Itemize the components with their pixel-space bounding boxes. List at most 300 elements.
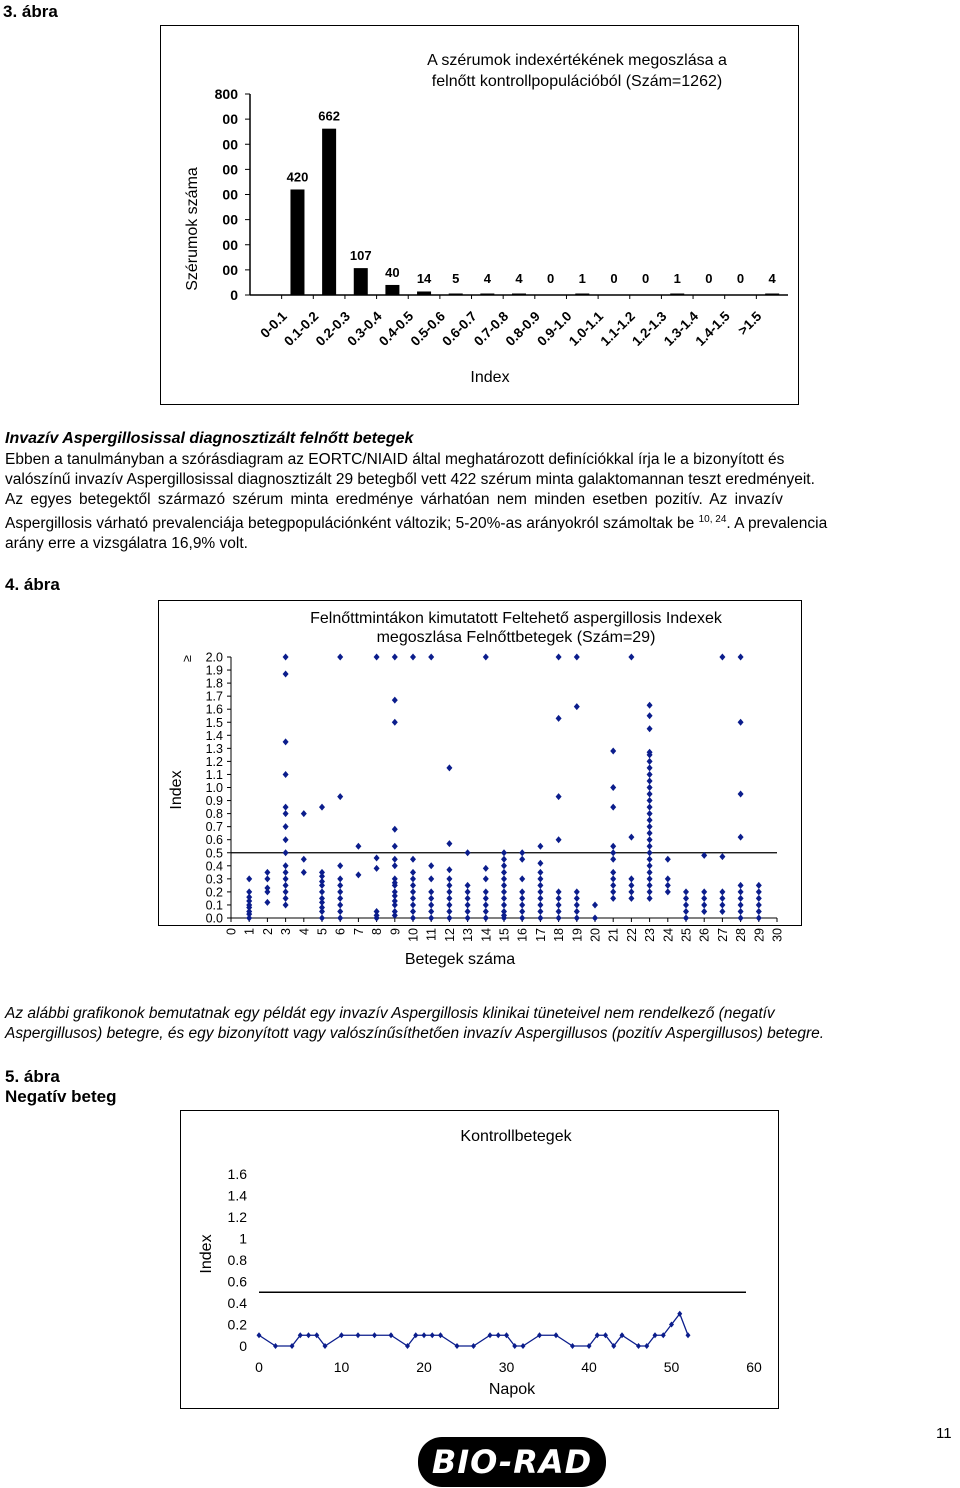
figure-4-point [337, 875, 343, 882]
figure-4-point [556, 908, 562, 915]
figure-5-point [537, 1332, 542, 1338]
figure-4-point [756, 888, 762, 895]
figure-5-sublabel: Negatív beteg [5, 1087, 117, 1106]
figure-4-point [428, 654, 434, 661]
figure-5-point [686, 1332, 691, 1338]
figure-5-xtick-label: 50 [663, 1359, 680, 1375]
figure-3-ytick-label: 00 [222, 211, 238, 228]
figure-4-point [374, 865, 380, 872]
figure-3-bar-label: 0 [705, 271, 713, 286]
figure-5-point [488, 1332, 493, 1338]
figure-4-xtick-label: 16 [515, 928, 530, 942]
figure-5-point [455, 1343, 460, 1349]
figure-3-category-label: 0-0.1 [257, 308, 290, 341]
figure-5-xtick-label: 60 [746, 1359, 762, 1375]
figure-4-xtick-label: 17 [533, 928, 548, 942]
figure-4-xtick-label: 4 [297, 928, 312, 935]
figure-4-xtick-label: 30 [770, 928, 785, 942]
figure-4-xtick-label: 15 [497, 928, 512, 942]
figure-4-point [428, 862, 434, 869]
figure-4-point [410, 654, 416, 661]
figure-3-bar-label: 0 [641, 271, 650, 286]
figure-3-category-label: 1.0-1.1 [565, 308, 607, 349]
figure-4-point [319, 888, 325, 895]
figure-5-point [438, 1332, 443, 1338]
figure-5-chart [180, 1110, 779, 1409]
figure-4-point [719, 888, 725, 895]
section-paragraph [5, 450, 956, 554]
figure-4-point [355, 871, 361, 878]
figure-3-ytick-label: 00 [222, 111, 238, 128]
figure-4-xtick-label: 3 [279, 928, 294, 935]
figure-3-title-line-1: A szérumok indexértékének megoszlása a [427, 52, 727, 69]
figure-4-xtick-label: 2 [260, 928, 275, 935]
figure-3-bar [322, 129, 336, 295]
figure-3-bar [575, 294, 589, 296]
figure-4-ytick-label: 0.0 [205, 911, 223, 926]
figure-4-ytick-label: 1.2 [205, 754, 223, 769]
figure-4-point [556, 793, 562, 800]
figure-4-point [428, 908, 434, 915]
figure-4-point [246, 888, 252, 895]
figure-4-point [337, 915, 343, 922]
figure-4-point [428, 888, 434, 895]
figure-4-ytick-label: 1.1 [205, 767, 223, 782]
section-line-1: Ebben a tanulmányban a szórásdiagram az EORTC/NIAID által meghatározott definíciókkal írja le a bizonyított és [5, 451, 785, 468]
figure-4-point [610, 895, 616, 902]
figure-3-category-label: 1.4-1.5 [692, 308, 733, 349]
figure-4-point [647, 817, 653, 824]
figure-4-point [301, 869, 307, 876]
figure-3-category-label: >1.5 [735, 308, 765, 338]
figure-3-category-label: 0.8-0.9 [502, 308, 543, 349]
figure-3-bar-label: 4 [483, 271, 491, 286]
figure-4-point [283, 849, 289, 856]
figure-4-point [283, 888, 289, 895]
figure-3-bar-label: 4 [768, 271, 776, 286]
section-line-4-end: . A prevalencia [726, 515, 828, 533]
figure-4-point [647, 758, 653, 765]
figure-4-point [392, 862, 398, 869]
figure-4-point [319, 869, 325, 876]
figure-3-ytick-label: 00 [222, 236, 238, 253]
figure-4-point [647, 882, 653, 889]
figure-3-category-label: 0.2-0.3 [312, 308, 354, 349]
figure-5-xtick-label: 20 [416, 1359, 432, 1375]
figure-4-ytick-label: 0.5 [205, 846, 223, 861]
figure-4-xtick-label: 13 [461, 928, 476, 942]
figure-4-point [465, 882, 471, 889]
figure-3-bar [670, 294, 684, 296]
figure-4-point [264, 869, 270, 876]
figure-4-point [556, 895, 562, 902]
figure-3-bar-label: 1 [578, 271, 586, 286]
figure-4-point [574, 703, 580, 710]
figure-4-point [628, 888, 634, 895]
figure-3-ytick-label: 00 [222, 136, 238, 153]
figure-4-point [574, 908, 580, 915]
figure-4-point [501, 888, 507, 895]
figure-5-ytick-label: 0 [239, 1338, 247, 1354]
figure-4-point [446, 882, 452, 889]
figure-4-point [756, 901, 762, 908]
figure-4-point [738, 719, 744, 726]
figure-4-point [719, 908, 725, 915]
figure-4-xtick-label: 19 [570, 928, 585, 942]
figure-3-bar-label: 5 [452, 271, 460, 286]
figure-4-ylabel: Index [168, 770, 185, 810]
figure-4-point [501, 869, 507, 876]
figure-4-point [556, 654, 562, 661]
figure-4-point [647, 895, 653, 902]
figure-4-xtick-label: 27 [715, 928, 730, 942]
figure-4-ytop-prefix: ≥ [180, 655, 194, 662]
figure-4-title-line-2: megoszlása Felnőttbetegek (Szám=29) [376, 629, 656, 646]
figure-4-point [283, 654, 289, 661]
figure-4-point [647, 771, 653, 778]
figure-4-point [337, 882, 343, 889]
figure-3-ylabel: Szérumok száma [184, 167, 201, 291]
figure-4-point [647, 797, 653, 804]
figure-4-point [537, 860, 543, 867]
figure-4-point [537, 843, 543, 850]
figure-4-point [446, 901, 452, 908]
figure-4-point [374, 654, 380, 661]
figure-4-point [683, 888, 689, 895]
figure-5-ytick-label: 1.6 [227, 1166, 247, 1182]
figure-3-xlabel: Index [470, 369, 510, 386]
figure-4-point [337, 908, 343, 915]
figure-5-xtick-label: 40 [581, 1359, 597, 1375]
figure-4-point [683, 901, 689, 908]
figure-4-point [610, 882, 616, 889]
figure-3-bar [765, 294, 779, 296]
figure-4-point [337, 888, 343, 895]
figure-4-point [647, 856, 653, 863]
figure-4-point [283, 670, 289, 677]
figure-4-point [410, 869, 416, 876]
figure-4-point [519, 901, 525, 908]
figure-4-point [665, 888, 671, 895]
figure-3-bar [449, 294, 463, 296]
figure-4-xtick-label: 14 [479, 928, 494, 942]
figure-5-ytick-label: 0.8 [227, 1252, 247, 1268]
figure-4-point [283, 771, 289, 778]
figure-4-point [738, 895, 744, 902]
figure-4-ytick-label: 0.1 [205, 898, 223, 913]
figure-4-point [337, 654, 343, 661]
figure-4-point [738, 791, 744, 798]
figure-4-point [610, 747, 616, 754]
figure-4-point [392, 856, 398, 863]
figure-4-point [738, 901, 744, 908]
figure-4-point [574, 915, 580, 922]
figure-4-point [738, 915, 744, 922]
figure-4-point [519, 895, 525, 902]
figure-3-ytick-label: 0 [230, 287, 238, 303]
figure-5-point [496, 1332, 501, 1338]
section-citation: 10, 24 [698, 514, 727, 525]
figure-4-point [374, 854, 380, 861]
figure-3-category-label: 0.7-0.8 [470, 308, 512, 349]
figure-4-point [501, 856, 507, 863]
figure-4-point [283, 901, 289, 908]
figure-4-point [501, 849, 507, 856]
figure-4-point [465, 849, 471, 856]
figure-3-bar [290, 189, 304, 295]
figure-4-point [556, 915, 562, 922]
figure-4-point [519, 915, 525, 922]
figure-4-ytick-label: 0.2 [205, 885, 223, 900]
figure-3-bar-label: 14 [416, 271, 432, 286]
figure-4-point [264, 875, 270, 882]
figure-4-point [374, 908, 380, 915]
figure-4-point [446, 895, 452, 902]
section-line-2: valószínű invazív Aspergillosissal diagnosztizált 29 betegből vett 422 szérum minta galaktomannan teszt eredményeit. [5, 471, 815, 488]
figure-3-bar [480, 294, 494, 296]
figure-4-point [483, 908, 489, 915]
figure-4-point [574, 901, 580, 908]
figure-4-point [465, 888, 471, 895]
figure-4-xtick-label: 23 [643, 928, 658, 942]
figure-4-point [701, 895, 707, 902]
figure-4-label: 4. ábra [5, 575, 60, 594]
figure-5-point [422, 1332, 427, 1338]
paragraph-2-line-2: Aspergillusos) betegre, és egy bizonyított vagy valószínűsíthetően invazív Aspergillusos (pozitív Aspergillusos) betegre. [5, 1025, 825, 1042]
figure-5-label: 5. ábra [5, 1067, 60, 1086]
figure-4-point [665, 875, 671, 882]
figure-4-point [592, 901, 598, 908]
figure-4-chart [150, 600, 810, 980]
figure-3-chart [160, 25, 799, 405]
bio-rad-logo-text: BIO-RAD [431, 1443, 593, 1481]
figure-4-xtick-label: 20 [588, 928, 603, 942]
figure-4-point [738, 882, 744, 889]
figure-4-ytick-label: 0.6 [205, 833, 223, 848]
figure-4-point [647, 830, 653, 837]
figure-4-point [446, 908, 452, 915]
figure-4-xtick-label: 18 [552, 928, 567, 942]
figure-4-point [446, 875, 452, 882]
figure-5-point [372, 1332, 377, 1338]
figure-4-point [392, 697, 398, 704]
figure-4-point [501, 862, 507, 869]
figure-4-point [647, 725, 653, 732]
figure-4-xtick-label: 8 [370, 928, 385, 935]
figure-4-point [756, 895, 762, 902]
figure-3-bar-label: 40 [385, 264, 400, 280]
figure-4-point [410, 875, 416, 882]
figure-4-point [647, 712, 653, 719]
figure-4-point [756, 915, 762, 922]
figure-4-point [556, 901, 562, 908]
figure-4-point [647, 862, 653, 869]
figure-4-point [428, 895, 434, 902]
figure-4-point [647, 791, 653, 798]
figure-4-xtick-label: 6 [333, 928, 348, 935]
figure-4-point [610, 856, 616, 863]
figure-4-xtick-label: 12 [442, 928, 457, 942]
figure-4-xtick-label: 29 [752, 928, 767, 942]
figure-4-xtick-label: 21 [606, 928, 621, 942]
figure-4-point [719, 853, 725, 860]
figure-3-category-label: 0.1-0.2 [281, 308, 322, 349]
figure-4-ytick-label: 1.6 [205, 702, 223, 717]
figure-4-point [446, 915, 452, 922]
figure-4-point [410, 888, 416, 895]
figure-4-point [537, 915, 543, 922]
figure-4-ytick-label: 2.0 [205, 650, 223, 665]
figure-4-ytick-label: 1.5 [205, 715, 223, 730]
figure-4-ytick-label: 0.9 [205, 794, 223, 809]
figure-4-xtick-label: 5 [315, 928, 330, 935]
figure-5-point [636, 1343, 641, 1349]
figure-4-ytick-label: 0.3 [205, 872, 223, 887]
figure-3-bar [385, 285, 399, 295]
figure-5-point [257, 1332, 262, 1338]
figure-3-category-label: 1.2-1.3 [629, 308, 670, 349]
figure-5-xlabel: Napok [488, 1381, 536, 1398]
figure-4-point [647, 875, 653, 882]
figure-4-ytick-label: 0.8 [205, 807, 223, 822]
figure-4-point [264, 884, 270, 891]
figure-3-ytick-label: 800 [214, 86, 238, 102]
figure-4-point [410, 901, 416, 908]
figure-5-xtick-label: 0 [255, 1359, 263, 1375]
figure-4-point [537, 901, 543, 908]
figure-4-ytick-label: 1.9 [205, 663, 223, 678]
figure-4-point [537, 908, 543, 915]
figure-4-point [537, 882, 543, 889]
figure-5-point [570, 1343, 575, 1349]
figure-4-point [501, 908, 507, 915]
figure-4-point [283, 810, 289, 817]
figure-4-point [574, 654, 580, 661]
figure-3-bar [512, 294, 526, 296]
figure-4-point [719, 654, 725, 661]
figure-4-point [647, 823, 653, 830]
figure-4-point [647, 777, 653, 784]
figure-3-category-label: 0.5-0.6 [407, 308, 449, 349]
figure-4-xtick-label: 7 [351, 928, 366, 935]
figure-4-point [592, 915, 598, 922]
figure-4-ytick-label: 0.7 [205, 820, 223, 835]
figure-4-point [392, 875, 398, 882]
figure-5-point [339, 1332, 344, 1338]
figure-4-point [283, 862, 289, 869]
figure-4-point [446, 888, 452, 895]
figure-4-ytick-label: 1.0 [205, 781, 223, 795]
figure-4-point [355, 843, 361, 850]
figure-3-bar-label: 0 [736, 271, 745, 286]
figure-4-point [392, 719, 398, 726]
figure-4-point [647, 888, 653, 895]
figure-4-point [264, 899, 270, 906]
figure-4-point [519, 888, 525, 895]
figure-4-xtick-label: 28 [734, 928, 749, 942]
figure-4-point [501, 895, 507, 902]
figure-3-bar-label: 662 [318, 108, 340, 124]
figure-4-ytick-label: 1.7 [205, 689, 223, 704]
figure-3-bar-label: 107 [349, 248, 372, 264]
figure-3-bar [417, 291, 431, 295]
figure-5-ytick-label: 1 [239, 1230, 247, 1247]
figure-4-point [756, 908, 762, 915]
figure-3-category-label: 1.1-1.2 [597, 308, 638, 349]
figure-4-point [283, 875, 289, 882]
figure-3-bar [354, 268, 368, 295]
figure-4-xtick-label: 10 [406, 928, 421, 942]
figure-4-point [574, 888, 580, 895]
figure-4-xtick-label: 0 [224, 928, 239, 935]
figure-4-point [465, 908, 471, 915]
figure-4-point [465, 915, 471, 922]
figure-4-point [610, 804, 616, 811]
figure-4-point [483, 865, 489, 872]
section-line-3: Az egyes betegektől származó szérum minta eredménye várhatóan nem minden esetben pozitív. Az invazív [5, 491, 783, 508]
figure-3-category-label: 0.3-0.4 [344, 308, 385, 349]
figure-4-point [719, 901, 725, 908]
figure-4-point [410, 908, 416, 915]
section-line-4: Aspergillosis várható prevalenciája betegpopulációnként változik; 5-20%-as arányokról számoltak be [5, 515, 695, 533]
figure-4-point [756, 882, 762, 889]
figure-4-point [537, 895, 543, 902]
figure-4-point [337, 901, 343, 908]
figure-5-point [306, 1332, 311, 1338]
figure-4-point [446, 840, 452, 847]
figure-4-point [410, 915, 416, 922]
figure-4-point [738, 908, 744, 915]
figure-4-point [647, 810, 653, 817]
figure-4-xtick-label: 11 [424, 928, 439, 941]
figure-4-point [738, 888, 744, 895]
figure-4-point [628, 834, 634, 841]
figure-4-point [392, 843, 398, 850]
figure-4-point [574, 895, 580, 902]
figure-4-point [683, 895, 689, 902]
figure-4-point [483, 875, 489, 882]
figure-4-point [392, 826, 398, 833]
figure-4-point [428, 901, 434, 908]
figure-4-point [465, 895, 471, 902]
figure-5-ytick-label: 0.2 [227, 1316, 247, 1333]
figure-4-point [610, 875, 616, 882]
figure-4-point [246, 875, 252, 882]
figure-4-point [283, 836, 289, 843]
figure-4-point [556, 715, 562, 722]
figure-5-ytick-label: 1.4 [227, 1187, 247, 1204]
figure-5-point [389, 1332, 394, 1338]
figure-4-point [501, 875, 507, 882]
figure-4-point [610, 888, 616, 895]
figure-4-point [519, 849, 525, 856]
figure-5-point [471, 1343, 476, 1349]
figure-4-point [610, 784, 616, 791]
figure-4-xtick-label: 24 [661, 928, 676, 942]
figure-4-point [319, 915, 325, 922]
figure-4-point [519, 875, 525, 882]
section-line-5: arány erre a vizsgálatra 16,9% volt. [5, 535, 248, 553]
figure-4-point [283, 882, 289, 889]
figure-3-ytick-label: 00 [222, 161, 238, 178]
figure-4-point [301, 856, 307, 863]
figure-4-title-line-1: Felnőttmintákon kimutatott Feltehető aspergillosis Indexek [310, 610, 722, 627]
figure-4-point [628, 895, 634, 902]
figure-4-point [446, 866, 452, 873]
figure-4-point [483, 654, 489, 661]
figure-4-point [647, 764, 653, 771]
figure-4-point [647, 702, 653, 709]
